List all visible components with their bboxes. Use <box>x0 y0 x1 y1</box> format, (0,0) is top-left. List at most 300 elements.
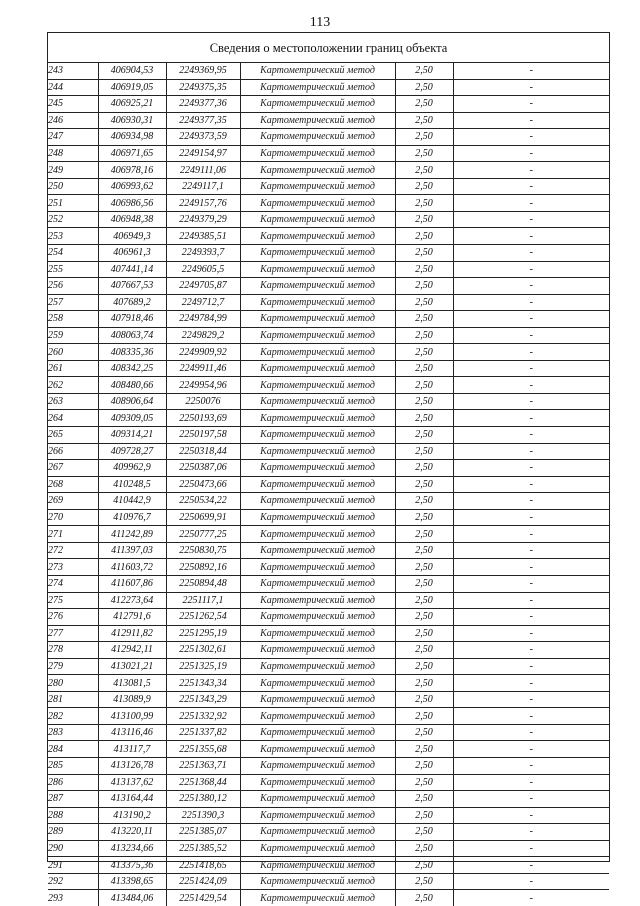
x-coordinate-cell: 413117,7 <box>98 741 166 758</box>
accuracy-cell: 2,50 <box>395 807 453 824</box>
y-coordinate-cell: 2249605,5 <box>166 261 240 278</box>
accuracy-cell: 2,50 <box>395 625 453 642</box>
accuracy-cell: 2,50 <box>395 327 453 344</box>
method-cell: Картометрический метод <box>240 211 395 228</box>
x-coordinate-cell: 406934,98 <box>98 129 166 146</box>
note-cell: - <box>453 360 609 377</box>
note-cell: - <box>453 327 609 344</box>
x-coordinate-cell: 407667,53 <box>98 278 166 295</box>
y-coordinate-cell: 2251429,54 <box>166 890 240 906</box>
point-number-cell: 264 <box>48 410 98 427</box>
method-cell: Картометрический метод <box>240 112 395 129</box>
table-row <box>48 791 609 808</box>
table-row <box>48 542 609 559</box>
y-coordinate-cell: 2251302,61 <box>166 642 240 659</box>
table-row <box>48 344 609 361</box>
table-row <box>48 840 609 857</box>
point-number-cell: 275 <box>48 592 98 609</box>
accuracy-cell: 2,50 <box>395 211 453 228</box>
method-cell: Картометрический метод <box>240 327 395 344</box>
accuracy-cell: 2,50 <box>395 757 453 774</box>
table-row <box>48 741 609 758</box>
accuracy-cell: 2,50 <box>395 261 453 278</box>
x-coordinate-cell: 406986,56 <box>98 195 166 212</box>
table-row <box>48 592 609 609</box>
point-number-cell: 252 <box>48 211 98 228</box>
x-coordinate-cell: 407918,46 <box>98 311 166 328</box>
accuracy-cell: 2,50 <box>395 675 453 692</box>
method-cell: Картометрический метод <box>240 575 395 592</box>
accuracy-cell: 2,50 <box>395 427 453 444</box>
point-number-cell: 254 <box>48 245 98 262</box>
note-cell: - <box>453 377 609 394</box>
x-coordinate-cell: 406971,65 <box>98 145 166 162</box>
point-number-cell: 289 <box>48 824 98 841</box>
point-number-cell: 277 <box>48 625 98 642</box>
point-number-cell: 259 <box>48 327 98 344</box>
note-cell: - <box>453 129 609 146</box>
accuracy-cell: 2,50 <box>395 393 453 410</box>
accuracy-cell: 2,50 <box>395 129 453 146</box>
note-cell: - <box>453 476 609 493</box>
x-coordinate-cell: 413126,78 <box>98 757 166 774</box>
accuracy-cell: 2,50 <box>395 178 453 195</box>
point-number-cell: 267 <box>48 460 98 477</box>
note-cell: - <box>453 873 609 890</box>
y-coordinate-cell: 2251424,09 <box>166 873 240 890</box>
x-coordinate-cell: 413089,9 <box>98 691 166 708</box>
y-coordinate-cell: 2251343,29 <box>166 691 240 708</box>
x-coordinate-cell: 410976,7 <box>98 509 166 526</box>
y-coordinate-cell: 2250699,91 <box>166 509 240 526</box>
table-row <box>48 575 609 592</box>
method-cell: Картометрический метод <box>240 129 395 146</box>
y-coordinate-cell: 2249911,46 <box>166 360 240 377</box>
y-coordinate-cell: 2250197,58 <box>166 427 240 444</box>
accuracy-cell: 2,50 <box>395 890 453 906</box>
accuracy-cell: 2,50 <box>395 245 453 262</box>
table-row <box>48 278 609 295</box>
x-coordinate-cell: 409314,21 <box>98 427 166 444</box>
accuracy-cell: 2,50 <box>395 724 453 741</box>
x-coordinate-cell: 411397,03 <box>98 542 166 559</box>
y-coordinate-cell: 2250076 <box>166 393 240 410</box>
method-cell: Картометрический метод <box>240 609 395 626</box>
table-row <box>48 79 609 96</box>
x-coordinate-cell: 411607,86 <box>98 575 166 592</box>
note-cell: - <box>453 675 609 692</box>
y-coordinate-cell: 2251385,07 <box>166 824 240 841</box>
y-coordinate-cell: 2249784,99 <box>166 311 240 328</box>
method-cell: Картометрический метод <box>240 592 395 609</box>
method-cell: Картометрический метод <box>240 79 395 96</box>
x-coordinate-cell: 411242,89 <box>98 526 166 543</box>
accuracy-cell: 2,50 <box>395 774 453 791</box>
table-row <box>48 493 609 510</box>
method-cell: Картометрический метод <box>240 460 395 477</box>
coordinates-table <box>48 63 609 906</box>
point-number-cell: 251 <box>48 195 98 212</box>
note-cell: - <box>453 211 609 228</box>
y-coordinate-cell: 2251117,1 <box>166 592 240 609</box>
method-cell: Картометрический метод <box>240 791 395 808</box>
x-coordinate-cell: 406961,3 <box>98 245 166 262</box>
x-coordinate-cell: 406904,53 <box>98 63 166 79</box>
y-coordinate-cell: 2251355,68 <box>166 741 240 758</box>
point-number-cell: 270 <box>48 509 98 526</box>
table-row <box>48 476 609 493</box>
y-coordinate-cell: 2249377,35 <box>166 112 240 129</box>
point-number-cell: 272 <box>48 542 98 559</box>
method-cell: Картометрический метод <box>240 261 395 278</box>
x-coordinate-cell: 409728,27 <box>98 443 166 460</box>
note-cell: - <box>453 294 609 311</box>
accuracy-cell: 2,50 <box>395 112 453 129</box>
accuracy-cell: 2,50 <box>395 294 453 311</box>
method-cell: Картометрический метод <box>240 427 395 444</box>
accuracy-cell: 2,50 <box>395 145 453 162</box>
note-cell: - <box>453 625 609 642</box>
table-row <box>48 509 609 526</box>
note-cell: - <box>453 344 609 361</box>
method-cell: Картометрический метод <box>240 873 395 890</box>
x-coordinate-cell: 408063,74 <box>98 327 166 344</box>
point-number-cell: 286 <box>48 774 98 791</box>
note-cell: - <box>453 642 609 659</box>
note-cell: - <box>453 559 609 576</box>
y-coordinate-cell: 2249154,97 <box>166 145 240 162</box>
point-number-cell: 278 <box>48 642 98 659</box>
table-row <box>48 96 609 113</box>
method-cell: Картометрический метод <box>240 708 395 725</box>
note-cell: - <box>529 892 533 904</box>
method-cell: Картометрический метод <box>240 145 395 162</box>
point-number-cell: 248 <box>48 145 98 162</box>
note-cell: - <box>453 658 609 675</box>
accuracy-cell: 2,50 <box>395 691 453 708</box>
point-number-cell: 293 <box>48 890 98 906</box>
method-cell: Картометрический метод <box>240 278 395 295</box>
y-coordinate-cell: 2250534,22 <box>166 493 240 510</box>
table-row <box>48 261 609 278</box>
point-number-cell: 244 <box>48 79 98 96</box>
method-cell: Картометрический метод <box>240 360 395 377</box>
accuracy-cell: 2,50 <box>395 63 453 79</box>
method-cell: Картометрический метод <box>240 840 395 857</box>
method-cell: Картометрический метод <box>240 344 395 361</box>
y-coordinate-cell: 2249385,51 <box>166 228 240 245</box>
method-cell: Картометрический метод <box>240 857 395 874</box>
method-cell: Картометрический метод <box>240 625 395 642</box>
note-cell: - <box>453 509 609 526</box>
table-row <box>48 609 609 626</box>
x-coordinate-cell: 406978,16 <box>98 162 166 179</box>
method-cell: Картометрический метод <box>240 393 395 410</box>
y-coordinate-cell: 2251385,52 <box>166 840 240 857</box>
accuracy-cell: 2,50 <box>395 609 453 626</box>
y-coordinate-cell: 2251325,19 <box>166 658 240 675</box>
method-cell: Картометрический метод <box>240 824 395 841</box>
point-number-cell: 279 <box>48 658 98 675</box>
point-number-cell: 291 <box>48 857 98 874</box>
accuracy-cell: 2,50 <box>395 360 453 377</box>
note-cell: - <box>453 824 609 841</box>
y-coordinate-cell: 2249111,06 <box>166 162 240 179</box>
y-coordinate-cell: 2251295,19 <box>166 625 240 642</box>
point-number-cell: 245 <box>48 96 98 113</box>
method-cell: Картометрический метод <box>240 807 395 824</box>
y-coordinate-cell: 2249373,59 <box>166 129 240 146</box>
table-row <box>48 360 609 377</box>
boundary-info-sheet <box>47 32 610 904</box>
y-coordinate-cell: 2249705,87 <box>166 278 240 295</box>
note-cell: - <box>453 145 609 162</box>
note-cell: - <box>453 592 609 609</box>
method-cell: Картометрический метод <box>240 162 395 179</box>
point-number-cell: 290 <box>48 840 98 857</box>
note-cell: - <box>453 410 609 427</box>
y-coordinate-cell: 2251337,82 <box>166 724 240 741</box>
accuracy-cell: 2,50 <box>395 377 453 394</box>
note-cell: - <box>453 840 609 857</box>
table-row <box>48 724 609 741</box>
point-number-cell: 271 <box>48 526 98 543</box>
method-cell: Картометрический метод <box>240 311 395 328</box>
accuracy-cell: 2,50 <box>395 840 453 857</box>
method-cell: Картометрический метод <box>240 96 395 113</box>
table-row <box>48 195 609 212</box>
point-number-cell: 280 <box>48 675 98 692</box>
note-cell: - <box>453 443 609 460</box>
note-cell: - <box>453 542 609 559</box>
method-cell: Картометрический метод <box>240 757 395 774</box>
table-row <box>48 377 609 394</box>
x-coordinate-cell: 413190,2 <box>98 807 166 824</box>
x-coordinate-cell: 408335,36 <box>98 344 166 361</box>
point-number-cell: 283 <box>48 724 98 741</box>
y-coordinate-cell: 2249369,95 <box>166 63 240 79</box>
accuracy-cell: 2,50 <box>395 542 453 559</box>
accuracy-cell: 2,50 <box>395 791 453 808</box>
point-number-cell: 257 <box>48 294 98 311</box>
note-cell: - <box>453 178 609 195</box>
y-coordinate-cell: 2250830,75 <box>166 542 240 559</box>
point-number-cell: 246 <box>48 112 98 129</box>
accuracy-cell: 2,50 <box>395 410 453 427</box>
method-cell: Картометрический метод <box>240 542 395 559</box>
point-number-cell: 266 <box>48 443 98 460</box>
note-cell: - <box>453 493 609 510</box>
accuracy-cell: 2,50 <box>395 824 453 841</box>
table-row <box>48 112 609 129</box>
y-coordinate-cell: 2249393,7 <box>166 245 240 262</box>
y-coordinate-cell: 2250193,69 <box>166 410 240 427</box>
table-row <box>48 228 609 245</box>
table-row <box>48 427 609 444</box>
accuracy-cell: 2,50 <box>395 493 453 510</box>
point-number-cell: 288 <box>48 807 98 824</box>
method-cell: Картометрический метод <box>240 691 395 708</box>
y-coordinate-cell: 2251390,3 <box>166 807 240 824</box>
method-cell: Картометрический метод <box>240 890 395 906</box>
point-number-cell: 282 <box>48 708 98 725</box>
point-number-cell: 268 <box>48 476 98 493</box>
accuracy-cell: 2,50 <box>395 592 453 609</box>
table-row <box>48 625 609 642</box>
x-coordinate-cell: 406930,31 <box>98 112 166 129</box>
x-coordinate-cell: 408342,25 <box>98 360 166 377</box>
y-coordinate-cell: 2249379,29 <box>166 211 240 228</box>
point-number-cell: 273 <box>48 559 98 576</box>
table-row <box>48 393 609 410</box>
x-coordinate-cell: 411603,72 <box>98 559 166 576</box>
note-cell: - <box>453 857 609 874</box>
table-row <box>48 658 609 675</box>
accuracy-cell: 2,50 <box>395 509 453 526</box>
y-coordinate-cell: 2251262,54 <box>166 609 240 626</box>
x-coordinate-cell: 407689,2 <box>98 294 166 311</box>
x-coordinate-cell: 406919,05 <box>98 79 166 96</box>
method-cell: Картометрический метод <box>240 559 395 576</box>
x-coordinate-cell: 406949,3 <box>98 228 166 245</box>
note-cell: - <box>453 112 609 129</box>
table-row <box>48 162 609 179</box>
point-number-cell: 255 <box>48 261 98 278</box>
x-coordinate-cell: 413375,36 <box>98 857 166 874</box>
method-cell: Картометрический метод <box>240 724 395 741</box>
table-row <box>48 526 609 543</box>
method-cell: Картометрический метод <box>240 195 395 212</box>
y-coordinate-cell: 2250318,44 <box>166 443 240 460</box>
point-number-cell: 243 <box>48 63 98 79</box>
x-coordinate-cell: 413484,06 <box>98 890 166 906</box>
point-number-cell: 261 <box>48 360 98 377</box>
method-cell: Картометрический метод <box>240 245 395 262</box>
note-cell: - <box>453 460 609 477</box>
table-row <box>48 691 609 708</box>
method-cell: Картометрический метод <box>240 741 395 758</box>
note-cell: - <box>453 278 609 295</box>
accuracy-cell: 2,50 <box>395 79 453 96</box>
table-row <box>48 63 609 79</box>
note-cell: - <box>453 757 609 774</box>
note-cell: - <box>453 427 609 444</box>
y-coordinate-cell: 2249377,36 <box>166 96 240 113</box>
note-cell: - <box>453 791 609 808</box>
y-coordinate-cell: 2250894,48 <box>166 575 240 592</box>
note-cell: - <box>453 245 609 262</box>
x-coordinate-cell: 406948,38 <box>98 211 166 228</box>
point-number-cell: 262 <box>48 377 98 394</box>
note-cell: - <box>453 79 609 96</box>
x-coordinate-cell: 413164,44 <box>98 791 166 808</box>
x-coordinate-cell: 407441,14 <box>98 261 166 278</box>
method-cell: Картометрический метод <box>240 410 395 427</box>
accuracy-cell: 2,50 <box>395 873 453 890</box>
table-row <box>48 807 609 824</box>
point-number-cell: 256 <box>48 278 98 295</box>
x-coordinate-cell: 413137,62 <box>98 774 166 791</box>
y-coordinate-cell: 2250387,06 <box>166 460 240 477</box>
method-cell: Картометрический метод <box>240 774 395 791</box>
x-coordinate-cell: 410442,9 <box>98 493 166 510</box>
x-coordinate-cell: 410248,5 <box>98 476 166 493</box>
method-cell: Картометрический метод <box>240 658 395 675</box>
point-number-cell: 274 <box>48 575 98 592</box>
point-number-cell: 253 <box>48 228 98 245</box>
table-row <box>48 311 609 328</box>
y-coordinate-cell: 2250473,66 <box>166 476 240 493</box>
method-cell: Картометрический метод <box>240 642 395 659</box>
method-cell: Картометрический метод <box>240 294 395 311</box>
note-cell: - <box>453 228 609 245</box>
table-row <box>48 824 609 841</box>
y-coordinate-cell: 2251380,12 <box>166 791 240 808</box>
accuracy-cell: 2,50 <box>395 575 453 592</box>
accuracy-cell: 2,50 <box>395 278 453 295</box>
x-coordinate-cell: 413398,65 <box>98 873 166 890</box>
note-cell: - <box>453 741 609 758</box>
note-cell: - <box>453 526 609 543</box>
point-number-cell: 249 <box>48 162 98 179</box>
method-cell: Картометрический метод <box>240 63 395 79</box>
accuracy-cell: 2,50 <box>395 857 453 874</box>
table-row <box>48 443 609 460</box>
x-coordinate-cell: 413021,21 <box>98 658 166 675</box>
method-cell: Картометрический метод <box>240 476 395 493</box>
point-number-cell: 276 <box>48 609 98 626</box>
note-cell: - <box>453 609 609 626</box>
method-cell: Картометрический метод <box>240 509 395 526</box>
y-coordinate-cell: 2249157,76 <box>166 195 240 212</box>
table-row <box>48 245 609 262</box>
accuracy-cell: 2,50 <box>395 708 453 725</box>
accuracy-cell: 2,50 <box>395 559 453 576</box>
point-number-cell: 269 <box>48 493 98 510</box>
table-row <box>48 145 609 162</box>
accuracy-cell: 2,50 <box>395 96 453 113</box>
x-coordinate-cell: 412791,6 <box>98 609 166 626</box>
x-coordinate-cell: 409962,9 <box>98 460 166 477</box>
y-coordinate-cell: 2249117,1 <box>166 178 240 195</box>
accuracy-cell: 2,50 <box>395 642 453 659</box>
y-coordinate-cell: 2251418,65 <box>166 857 240 874</box>
x-coordinate-cell: 408906,64 <box>98 393 166 410</box>
note-cell: - <box>453 311 609 328</box>
y-coordinate-cell: 2251343,34 <box>166 675 240 692</box>
x-coordinate-cell: 412942,11 <box>98 642 166 659</box>
note-cell: - <box>453 195 609 212</box>
accuracy-cell: 2,50 <box>395 162 453 179</box>
point-number-cell: 265 <box>48 427 98 444</box>
note-cell: - <box>453 96 609 113</box>
note-cell: - <box>453 575 609 592</box>
accuracy-cell: 2,50 <box>395 228 453 245</box>
method-cell: Картометрический метод <box>240 377 395 394</box>
sheet-title: Сведения о местоположении границ объекта <box>48 33 609 63</box>
accuracy-cell: 2,50 <box>395 443 453 460</box>
table-row <box>48 675 609 692</box>
point-number-cell: 284 <box>48 741 98 758</box>
x-coordinate-cell: 413081,5 <box>98 675 166 692</box>
y-coordinate-cell: 2251332,92 <box>166 708 240 725</box>
table-row <box>48 294 609 311</box>
x-coordinate-cell: 412273,64 <box>98 592 166 609</box>
point-number-cell: 287 <box>48 791 98 808</box>
x-coordinate-cell: 412911,82 <box>98 625 166 642</box>
x-coordinate-cell: 413220,11 <box>98 824 166 841</box>
y-coordinate-cell: 2250892,16 <box>166 559 240 576</box>
